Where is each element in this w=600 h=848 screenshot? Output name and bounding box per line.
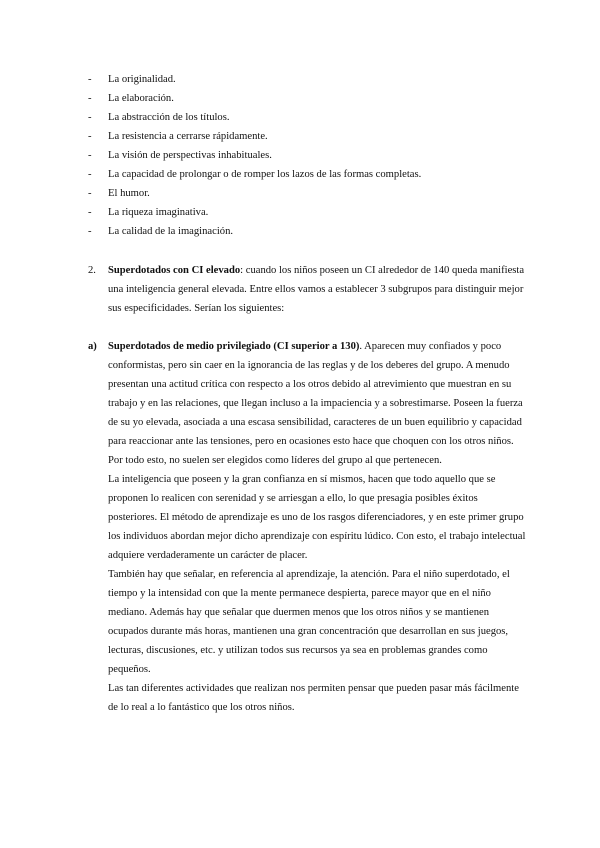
bullet-dash: - <box>88 188 92 199</box>
list-item <box>88 127 508 146</box>
bullet-dash: - <box>88 93 92 104</box>
section-a-body <box>108 337 528 717</box>
bullet-dash: - <box>88 169 92 180</box>
paragraph-text: : cuando los niños poseen un CI alrededor de 140 queda manifiesta una inteligencia general elevada. Entre ellos vamos a establecer 3 subgrupos para distinguir mejor sus especificidades. Serían los siguientes: <box>108 265 525 314</box>
section-number: 2. <box>88 265 96 276</box>
bullet-dash: - <box>88 112 92 123</box>
section-2 <box>88 261 528 318</box>
bullet-dash: - <box>88 74 92 85</box>
bullet-dash: - <box>88 207 92 218</box>
list-item <box>88 222 508 241</box>
paragraph: La inteligencia que poseen y la gran confianza en sí mismos, hacen que todo aquello que se proponen lo realicen con serenidad y se arriesgan a ello, lo que presagia posibles éxitos posteriores. El método de aprendizaje es uno de los rasgos diferenciadores, y en este primer grupo los individuos abordan mejor dicho aprendizaje con espíritu lúdico. Con esto, el trabajo intelectual adquiere verdaderamente un carácter de placer. <box>108 474 526 561</box>
paragraph: Las tan diferentes actividades que realizan nos permiten pensar que pueden pasar más fácilmente de lo real a lo fantástico que los otros niños. <box>108 683 519 713</box>
section-heading: Superdotados de medio privilegiado (CI superior a 130) <box>108 341 360 352</box>
section-heading: Superdotados con CI elevado <box>108 265 241 276</box>
section-a <box>88 337 528 717</box>
bullet-dash: - <box>88 226 92 237</box>
paragraph: También hay que señalar, en referencia al aprendizaje, la atención. Para el niño superdotado, el tiempo y la intensidad con que la mente permanece despierta, parece mayor que en el niño mediano. Además hay que señalar que duermen menos que los otros niños y se mantienen ocupados durante más horas, mantienen una gran concentración que desarrollan en sus juegos, lecturas, discusiones, etc. y utilizan todos sus recursos ya sea en problemas grandes como pequeños. <box>108 569 510 675</box>
list-item <box>88 108 508 127</box>
section-letter: a) <box>88 341 97 352</box>
section-2-body <box>108 261 528 318</box>
list-item-text: La elaboración. <box>108 93 174 104</box>
paragraph <box>108 337 528 470</box>
paragraph-text: . Aparecen muy confiados y poco conformistas, pero sin caer en la ignorancia de las reglas y de los deberes del grupo. A menudo presentan una actitud crítica con respecto a los otros debido al atrevimiento que muestran en su trabajo y en las relaciones, que llegan incluso a la impaciencia y a sobrestimarse. Poseen la fuerza de su yo elevada, asociada a una escasa sensibilidad, caracteres de un buen equilibrio y capacidad para reaccionar ante las tensiones, pero en ocasiones esto hace que choquen con los otros niños. Por todo esto, no suelen ser elegidos como líderes del grupo al que pertenecen. <box>108 341 523 466</box>
paragraph <box>108 261 528 318</box>
list-item-text: La calidad de la imaginación. <box>108 226 234 237</box>
list-item <box>88 89 508 108</box>
list-item-text: La originalidad. <box>108 74 176 85</box>
list-item-text: La capacidad de prolongar o de romper los lazos de las formas completas. <box>108 169 422 180</box>
list-item <box>88 146 508 165</box>
bullet-dash: - <box>88 150 92 161</box>
bullet-dash: - <box>88 131 92 142</box>
list-item <box>88 70 508 89</box>
list-item-text: El humor. <box>108 188 150 199</box>
list-item-text: La riqueza imaginativa. <box>108 207 209 218</box>
list-item <box>88 184 508 203</box>
list-item <box>88 165 508 184</box>
list-item-text: La visión de perspectivas inhabituales. <box>108 150 272 161</box>
list-item <box>88 203 508 222</box>
creativity-traits-list <box>88 70 508 241</box>
list-item-text: La resistencia a cerrarse rápidamente. <box>108 131 268 142</box>
list-item-text: La abstracción de los títulos. <box>108 112 230 123</box>
